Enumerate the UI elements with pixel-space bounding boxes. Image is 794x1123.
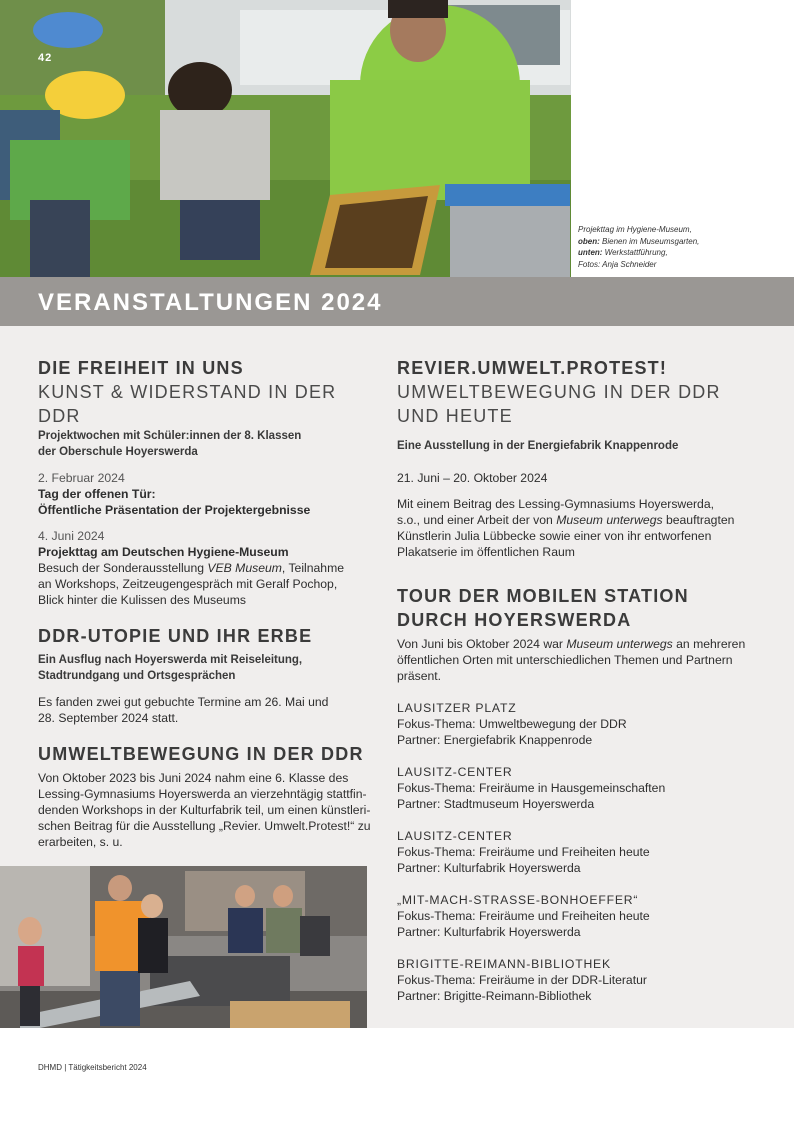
photo-caption bbox=[578, 224, 788, 270]
banner-title: VERANSTALTUNGEN 2024 bbox=[38, 289, 383, 316]
revier-text-4: Plakatserie im öffentlichen Raum bbox=[397, 545, 575, 559]
caption-unten-label: unten: bbox=[578, 248, 603, 257]
section-subtitle-revier-2: UND HEUTE bbox=[397, 406, 513, 426]
section-title-revier: REVIER.UMWELT.PROTEST! bbox=[397, 358, 668, 378]
section-subtitle-revier-1: UMWELTBEWEGUNG IN DER DDR bbox=[397, 382, 721, 402]
caption-oben-text: Bienen im Museumsgarten, bbox=[602, 236, 700, 246]
umwelt-text-3: denden Workshops in der Kulturfabrik teil, um einen künstleri- bbox=[38, 803, 371, 817]
page-footer: DHMD | Tätigkeitsbericht 2024 bbox=[38, 1063, 147, 1072]
stop-name: „MIT-MACH-STRASSE-BONHOEFFER“ bbox=[397, 893, 639, 907]
left-column bbox=[38, 356, 383, 850]
stop-focus: Fokus-Thema: Freiräume in Hausgemeinschaften bbox=[397, 781, 666, 795]
stop-name: BRIGITTE-REIMANN-BIBLIOTHEK bbox=[397, 957, 611, 971]
section-subtitle-freiheit: KUNST & WIDERSTAND IN DER DDR bbox=[38, 382, 337, 426]
tour-text-1 bbox=[397, 636, 757, 652]
text-run: , Teilnahme bbox=[281, 561, 345, 575]
stop-partner: Partner: Energiefabrik Knappenrode bbox=[397, 733, 593, 747]
event-title-2: Projekttag am Deutschen Hygiene-Museum bbox=[38, 545, 289, 559]
text-run-italic: Museum unterwegs bbox=[556, 513, 663, 527]
section-banner bbox=[0, 277, 794, 326]
section-title-tour-2: DURCH HOYERSWERDA bbox=[397, 610, 632, 630]
event-desc-2-line-1 bbox=[38, 560, 383, 576]
umwelt-text-1: Von Oktober 2023 bis Juni 2024 nahm eine 6. Klasse des bbox=[38, 771, 349, 785]
revier-intro: Eine Ausstellung in der Energiefabrik Knappenrode bbox=[397, 440, 679, 452]
text-run: Von Juni bis Oktober 2024 war bbox=[397, 637, 567, 651]
umwelt-text-5: erarbeiten, s. u. bbox=[38, 835, 123, 849]
stop-focus: Fokus-Thema: Umweltbewegung der DDR bbox=[397, 717, 627, 731]
stop-focus: Fokus-Thema: Freiräume und Freiheiten heute bbox=[397, 909, 650, 923]
intro-line-1: Projektwochen mit Schüler:innen der 8. Klassen bbox=[38, 430, 302, 442]
stop-name: LAUSITZ-CENTER bbox=[397, 829, 513, 843]
intro-line-2: der Oberschule Hoyerswerda bbox=[38, 446, 198, 458]
text-run: beauftragten bbox=[662, 513, 735, 527]
event-date-2: 4. Juni 2024 bbox=[38, 529, 105, 543]
photo-workshop-tour bbox=[0, 866, 367, 1028]
text-run: s.o., und einer Arbeit der von bbox=[397, 513, 557, 527]
section-title-umweltbewegung: UMWELTBEWEGUNG IN DER DDR bbox=[38, 744, 364, 764]
tour-stop bbox=[397, 828, 757, 876]
utopie-text-2: 28. September 2024 statt. bbox=[38, 711, 179, 725]
utopie-intro-1: Ein Ausflug nach Hoyerswerda mit Reiseleitung, bbox=[38, 654, 303, 666]
stop-partner: Partner: Kulturfabrik Hoyerswerda bbox=[397, 861, 581, 875]
event-title-1b: Öffentliche Präsentation der Projektergebnisse bbox=[38, 503, 311, 517]
text-run-italic: VEB Museum bbox=[207, 561, 282, 575]
stop-partner: Partner: Brigitte-Reimann-Bibliothek bbox=[397, 989, 592, 1003]
event-title-1a: Tag der offenen Tür: bbox=[38, 487, 156, 501]
revier-text-2 bbox=[397, 512, 757, 528]
revier-text-3: Künstlerin Julia Lübbecke sowie einer von ihr entworfenen bbox=[397, 529, 712, 543]
revier-date: 21. Juni – 20. Oktober 2024 bbox=[397, 471, 548, 485]
tour-text-2: öffentlichen Orten mit unterschiedlichen Themen und Partnern bbox=[397, 653, 733, 667]
stop-name: LAUSITZ-CENTER bbox=[397, 765, 513, 779]
caption-unten-text: Werkstattführung, bbox=[604, 248, 668, 257]
event-date-1: 2. Februar 2024 bbox=[38, 471, 125, 485]
caption-line-1: Projekttag im Hygiene-Museum, bbox=[578, 225, 692, 234]
right-column bbox=[397, 356, 757, 1004]
event-desc-2-line-2: an Workshops, Zeitzeugengespräch mit Geralf Pochop, bbox=[38, 577, 338, 591]
stop-name: LAUSITZER PLATZ bbox=[397, 701, 517, 715]
umwelt-text-4: schen Beitrag für die Ausstellung „Revier. Umwelt.Protest!“ zu bbox=[38, 819, 371, 833]
stop-partner: Partner: Stadtmuseum Hoyerswerda bbox=[397, 797, 595, 811]
event-desc-2-line-3: Blick hinter die Kulissen des Museums bbox=[38, 593, 246, 607]
tour-stop bbox=[397, 892, 757, 940]
utopie-intro-2: Stadtrundgang und Ortsgesprächen bbox=[38, 670, 236, 682]
stop-focus: Fokus-Thema: Freiräume in der DDR-Literatur bbox=[397, 973, 647, 987]
photo-bees-museum-garden bbox=[0, 0, 571, 277]
text-run-italic: Museum unterwegs bbox=[566, 637, 673, 651]
stop-focus: Fokus-Thema: Freiräume und Freiheiten heute bbox=[397, 845, 650, 859]
stop-partner: Partner: Kulturfabrik Hoyerswerda bbox=[397, 925, 581, 939]
section-title-freiheit: DIE FREIHEIT IN UNS bbox=[38, 358, 244, 378]
caption-line-3 bbox=[578, 247, 788, 259]
revier-text-1: Mit einem Beitrag des Lessing-Gymnasiums Hoyerswerda, bbox=[397, 497, 714, 511]
tour-stop bbox=[397, 956, 757, 1004]
tour-stop bbox=[397, 764, 757, 812]
caption-credit: Fotos: Anja Schneider bbox=[578, 259, 657, 269]
section-title-tour-1: TOUR DER MOBILEN STATION bbox=[397, 586, 689, 606]
utopie-text-1: Es fanden zwei gut gebuchte Termine am 26. Mai und bbox=[38, 695, 329, 709]
section-title-utopie: DDR-UTOPIE UND IHR ERBE bbox=[38, 626, 313, 646]
tour-stop bbox=[397, 700, 757, 748]
text-run: an mehreren bbox=[672, 637, 746, 651]
page-number: 42 bbox=[38, 52, 53, 64]
text-run: Besuch der Sonderausstellung bbox=[38, 561, 208, 575]
tour-text-3: präsent. bbox=[397, 669, 442, 683]
umwelt-text-2: Lessing-Gymnasiums Hoyerswerda an vierzehntägig stattfin- bbox=[38, 787, 367, 801]
caption-oben-label: oben: bbox=[578, 236, 600, 246]
caption-line-2 bbox=[578, 236, 788, 248]
